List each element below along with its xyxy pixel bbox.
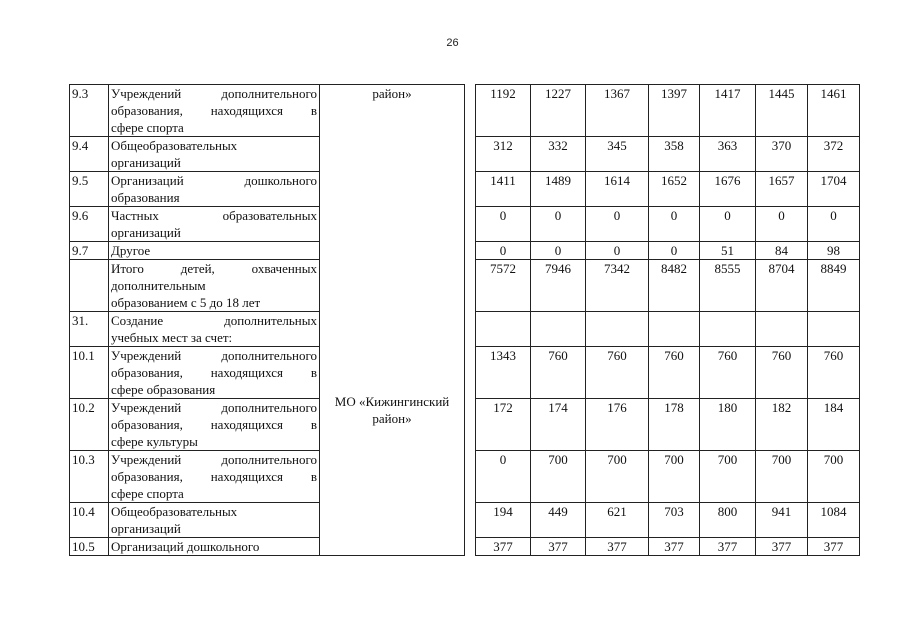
value-cell: 176: [586, 399, 649, 451]
value-cell: 703: [649, 503, 700, 538]
value-cell: 7342: [586, 260, 649, 312]
row-id-cell: 31.: [70, 312, 109, 347]
row-name-line: Учреждений дополнительного: [111, 348, 317, 363]
value-cell: [808, 312, 860, 347]
value-cell: [476, 312, 531, 347]
value-cell: 0: [808, 207, 860, 242]
value-cell: 377: [756, 538, 808, 556]
column-gap: [465, 242, 476, 260]
row-name-cell: [109, 207, 320, 242]
value-cell: 312: [476, 137, 531, 172]
value-cell: 760: [649, 347, 700, 399]
value-cell: 0: [649, 242, 700, 260]
value-cell: 1676: [700, 172, 756, 207]
value-cell: 377: [531, 538, 586, 556]
column-gap: [465, 503, 476, 538]
row-id-cell: 9.5: [70, 172, 109, 207]
value-cell: 0: [586, 242, 649, 260]
value-cell: 377: [649, 538, 700, 556]
table-row: [70, 399, 860, 451]
org-cell-empty: [320, 260, 465, 312]
table-row: [70, 503, 860, 538]
value-cell: 621: [586, 503, 649, 538]
table-row: [70, 538, 860, 556]
row-name-line: дополнительным: [111, 278, 206, 293]
column-gap: [465, 451, 476, 503]
row-name-cell: [109, 451, 320, 503]
value-cell: 700: [756, 451, 808, 503]
row-name-cell: [109, 312, 320, 347]
row-name-line: сфере образования: [111, 382, 216, 397]
value-cell: 700: [649, 451, 700, 503]
value-cell: 0: [531, 207, 586, 242]
value-cell: 700: [700, 451, 756, 503]
row-name-cell: [109, 172, 320, 207]
value-cell: [586, 312, 649, 347]
value-cell: 0: [476, 451, 531, 503]
table-row: [70, 207, 860, 242]
value-cell: 363: [700, 137, 756, 172]
value-cell: 174: [531, 399, 586, 451]
table-row: [70, 85, 860, 137]
document-table-frame: [69, 84, 860, 556]
row-name-line: образования, находящихся в: [111, 469, 317, 484]
value-cell: 1084: [808, 503, 860, 538]
value-cell: [649, 312, 700, 347]
value-cell: 1397: [649, 85, 700, 137]
value-cell: [700, 312, 756, 347]
education-table: [69, 84, 860, 556]
value-cell: 377: [700, 538, 756, 556]
row-id-cell: 10.2: [70, 399, 109, 451]
row-id-cell: 9.4: [70, 137, 109, 172]
value-cell: 8704: [756, 260, 808, 312]
row-name-line: Общеобразовательных: [111, 504, 238, 519]
value-cell: 0: [700, 207, 756, 242]
row-id-cell: 9.3: [70, 85, 109, 137]
value-cell: 800: [700, 503, 756, 538]
row-name-line: организаций: [111, 225, 181, 240]
value-cell: 1614: [586, 172, 649, 207]
value-cell: 98: [808, 242, 860, 260]
column-gap: [465, 260, 476, 312]
value-cell: 377: [586, 538, 649, 556]
row-name-line: образования, находящихся в: [111, 417, 317, 432]
column-gap: [465, 137, 476, 172]
row-name-line: образования, находящихся в: [111, 365, 317, 380]
row-name-cell: [109, 242, 320, 260]
value-cell: 1489: [531, 172, 586, 207]
row-name-line: организаций: [111, 521, 181, 536]
value-cell: 760: [586, 347, 649, 399]
column-gap: [465, 207, 476, 242]
value-cell: 1657: [756, 172, 808, 207]
table-row: [70, 137, 860, 172]
value-cell: 0: [586, 207, 649, 242]
row-name-line: Создание дополнительных: [111, 313, 317, 328]
value-cell: 184: [808, 399, 860, 451]
value-cell: 8849: [808, 260, 860, 312]
value-cell: [756, 312, 808, 347]
value-cell: 700: [586, 451, 649, 503]
row-name-line: образования: [111, 190, 180, 205]
org-cell-top: [320, 85, 465, 260]
column-gap: [465, 538, 476, 556]
table-row: [70, 242, 860, 260]
row-name-line: образования, находящихся в: [111, 103, 317, 118]
page-number: 26: [446, 37, 459, 49]
value-cell: 700: [808, 451, 860, 503]
value-cell: 1227: [531, 85, 586, 137]
row-id-cell: 9.6: [70, 207, 109, 242]
value-cell: 760: [756, 347, 808, 399]
column-gap: [465, 172, 476, 207]
value-cell: 1704: [808, 172, 860, 207]
value-cell: 1367: [586, 85, 649, 137]
value-cell: 8555: [700, 260, 756, 312]
value-cell: 1343: [476, 347, 531, 399]
row-name-line: Учреждений дополнительного: [111, 86, 317, 101]
value-cell: 1417: [700, 85, 756, 137]
value-cell: 0: [756, 207, 808, 242]
table-row: [70, 451, 860, 503]
org-label-top: район»: [372, 86, 412, 101]
value-cell: 7946: [531, 260, 586, 312]
row-name-line: учебных мест за счет:: [111, 330, 233, 345]
value-cell: 372: [808, 137, 860, 172]
row-name-line: Учреждений дополнительного: [111, 400, 317, 415]
row-name-cell: [109, 85, 320, 137]
row-name-line: Частных образовательных: [111, 208, 317, 223]
row-name-cell: [109, 260, 320, 312]
row-name-line: Учреждений дополнительного: [111, 452, 317, 467]
row-name-line: Другое: [111, 243, 151, 258]
value-cell: 1652: [649, 172, 700, 207]
row-name-line: сфере спорта: [111, 120, 184, 135]
value-cell: 1445: [756, 85, 808, 137]
value-cell: 370: [756, 137, 808, 172]
value-cell: 760: [808, 347, 860, 399]
row-id-cell: 10.1: [70, 347, 109, 399]
value-cell: 358: [649, 137, 700, 172]
column-gap: [465, 85, 476, 137]
row-name-cell: [109, 347, 320, 399]
org-label-middle: [322, 393, 462, 427]
row-name-line: Общеобразовательных: [111, 138, 238, 153]
org-label-line: район»: [372, 410, 412, 426]
table-row: [70, 172, 860, 207]
value-cell: [531, 312, 586, 347]
row-id-cell: 10.4: [70, 503, 109, 538]
row-name-cell: [109, 538, 320, 556]
value-cell: 345: [586, 137, 649, 172]
value-cell: 180: [700, 399, 756, 451]
row-name-cell: [109, 399, 320, 451]
value-cell: 377: [476, 538, 531, 556]
value-cell: 760: [700, 347, 756, 399]
value-cell: 1411: [476, 172, 531, 207]
row-name-line: сфере спорта: [111, 486, 184, 501]
value-cell: 0: [476, 207, 531, 242]
value-cell: 1192: [476, 85, 531, 137]
value-cell: 700: [531, 451, 586, 503]
table-row: [70, 312, 860, 347]
value-cell: 182: [756, 399, 808, 451]
value-cell: 0: [531, 242, 586, 260]
table-row: [70, 260, 860, 312]
row-id-cell: 9.7: [70, 242, 109, 260]
value-cell: 0: [476, 242, 531, 260]
row-id-cell: 10.3: [70, 451, 109, 503]
value-cell: 332: [531, 137, 586, 172]
value-cell: 7572: [476, 260, 531, 312]
org-cell-middle: [320, 312, 465, 556]
row-name-line: организаций: [111, 155, 181, 170]
value-cell: 377: [808, 538, 860, 556]
column-gap: [465, 347, 476, 399]
row-name-cell: [109, 137, 320, 172]
value-cell: 941: [756, 503, 808, 538]
org-label-line: МО «Кижингинский: [334, 393, 450, 409]
row-name-line: сфере культуры: [111, 434, 198, 449]
value-cell: 449: [531, 503, 586, 538]
column-gap: [465, 312, 476, 347]
value-cell: 8482: [649, 260, 700, 312]
value-cell: 84: [756, 242, 808, 260]
row-name-line: образованием с 5 до 18 лет: [111, 295, 261, 310]
value-cell: 51: [700, 242, 756, 260]
value-cell: 178: [649, 399, 700, 451]
table-row: [70, 347, 860, 399]
value-cell: 1461: [808, 85, 860, 137]
column-gap: [465, 399, 476, 451]
value-cell: 760: [531, 347, 586, 399]
row-id-cell: [70, 260, 109, 312]
row-name-line: Организаций дошкольного: [111, 173, 317, 188]
value-cell: 0: [649, 207, 700, 242]
row-name-line: Итого детей, охваченных: [111, 261, 317, 276]
value-cell: 172: [476, 399, 531, 451]
row-name-cell: [109, 503, 320, 538]
row-name-line: Организаций дошкольного: [111, 539, 260, 554]
row-id-cell: 10.5: [70, 538, 109, 556]
value-cell: 194: [476, 503, 531, 538]
